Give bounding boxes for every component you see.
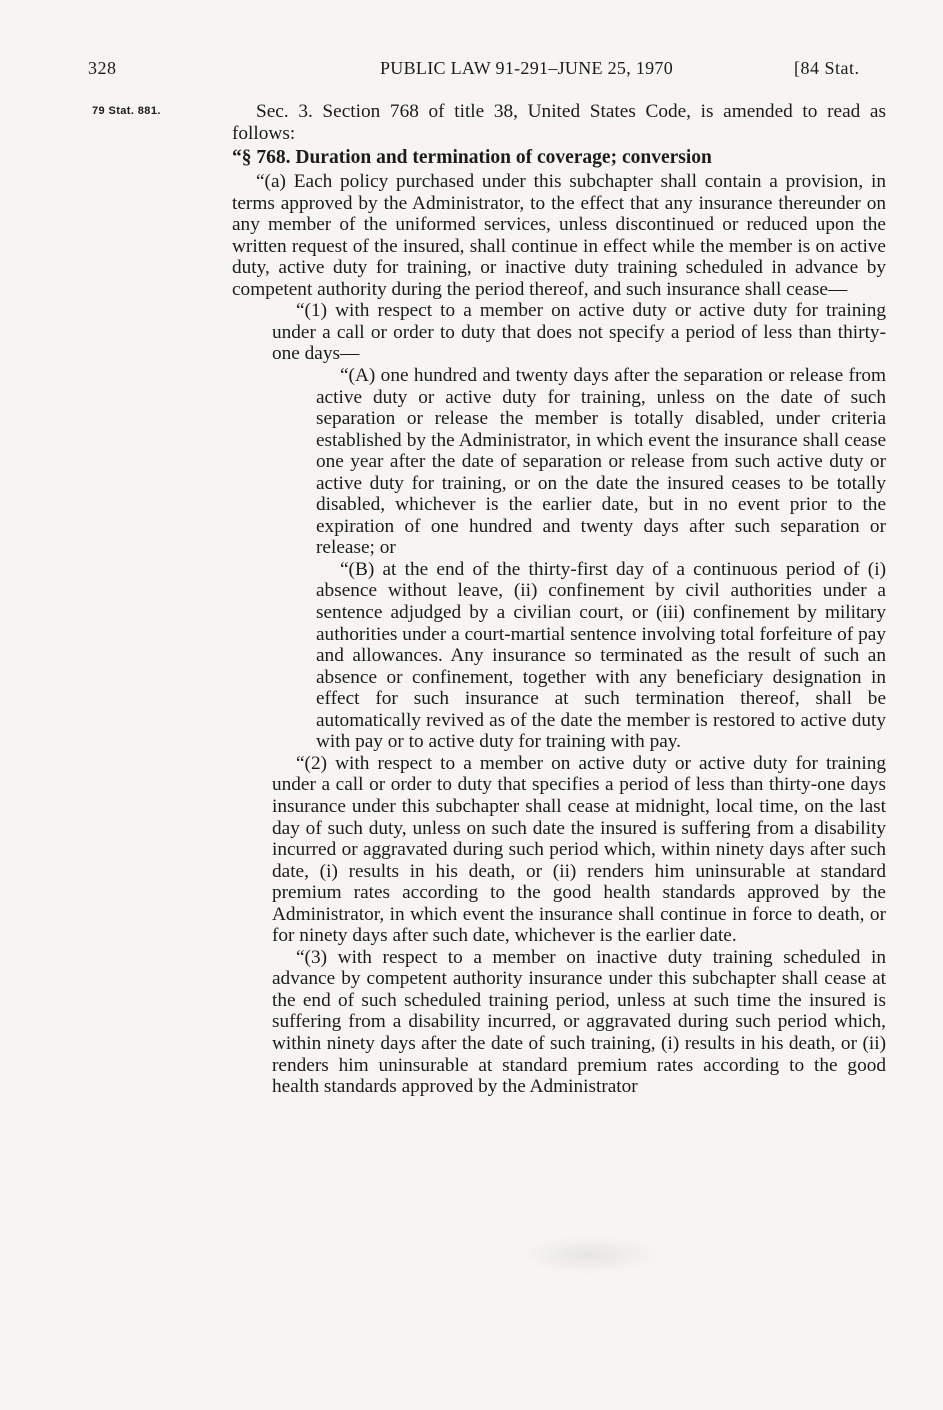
page-header [0,58,943,84]
section-heading: “§ 768. Duration and termination of coverage; conversion [232,147,712,169]
volume-reference: [84 Stat. [794,58,860,78]
clause-2: “(2) with respect to a member on active duty or active duty for training under a call or order to duty that specifies a period of less than thirty-one days insurance under this subchapter shall cease at midnight, local time, on the last day of such duty, unless on such date the insured is suffering from a disability incurred or aggravated during such period which, within ninety days after such date, (i) results in his death, or (ii) renders him uninsurable at standard premium rates according to the good health standards approved by the Administrator, in which event the insurance shall continue in force to death, or for ninety days after such date, whichever is the earlier date. [272,752,886,947]
clause-3: “(3) with respect to a member on inactive duty training scheduled in advance by competent authority insurance under this subchapter shall cease at the end of such scheduled training period, unless at such time the insured is suffering from a disability incurred, or aggravated during such period which, within ninety days after the date of such training, (i) results in his death, or (ii) renders him uninsurable at standard premium rates according to the good health standards approved by the Administrator [272,946,886,1098]
subsection-a: “(a) Each policy purchased under this subchapter shall contain a provision, in terms approved by the Administrator, to the effect that any insurance thereunder on any member of the uniformed services, unless discontinued or reduced upon the written request of the insured, shall continue in effect while the member is on active duty, active duty for training, or inactive duty training scheduled in advance by competent authority during the period thereof, and such insurance shall cease— [232,171,886,300]
margin-citation-note: 79 Stat. 881. [92,105,161,117]
clause-1-a: “(A) one hundred and twenty days after the separation or release from active duty or active duty for training, unless on the date of such separation or release the member is totally disabled, under criteria established by the Administrator, in which event the insurance shall cease one year after the date of separation or release from such active duty or active duty for training, or on the date the insured ceases to be totally disabled, whichever is the earlier date, but in no event prior to the expiration of one hundred and twenty days after such separation or release; or [316,365,886,559]
running-head: PUBLIC LAW 91-291–JUNE 25, 1970 [380,58,674,78]
page-number: 328 [88,58,117,78]
statute-body [232,101,886,1098]
section-intro: Sec. 3. Section 768 of title 38, United States Code, is amended to read as follows: [232,101,886,144]
clause-1: “(1) with respect to a member on active duty or active duty for training under a call or order to duty that does not specify a period of less than thirty-one days— [272,300,886,365]
scan-smudge [520,1235,660,1275]
clause-1-b: “(B) at the end of the thirty-first day of a continuous period of (i) absence without leave, (ii) confinement by civil authorities under a sentence adjudged by a civilian court, or (iii) confinement by military authorities under a court-martial sentence involving total forfeiture of pay and allowances. Any insurance so terminated as the result of such an absence or confinement, together with any beneficiary designation in effect for such insurance at such termination thereof, shall be automatically revived as of the date the member is restored to active duty with pay or to active duty for training with pay. [316,558,886,753]
